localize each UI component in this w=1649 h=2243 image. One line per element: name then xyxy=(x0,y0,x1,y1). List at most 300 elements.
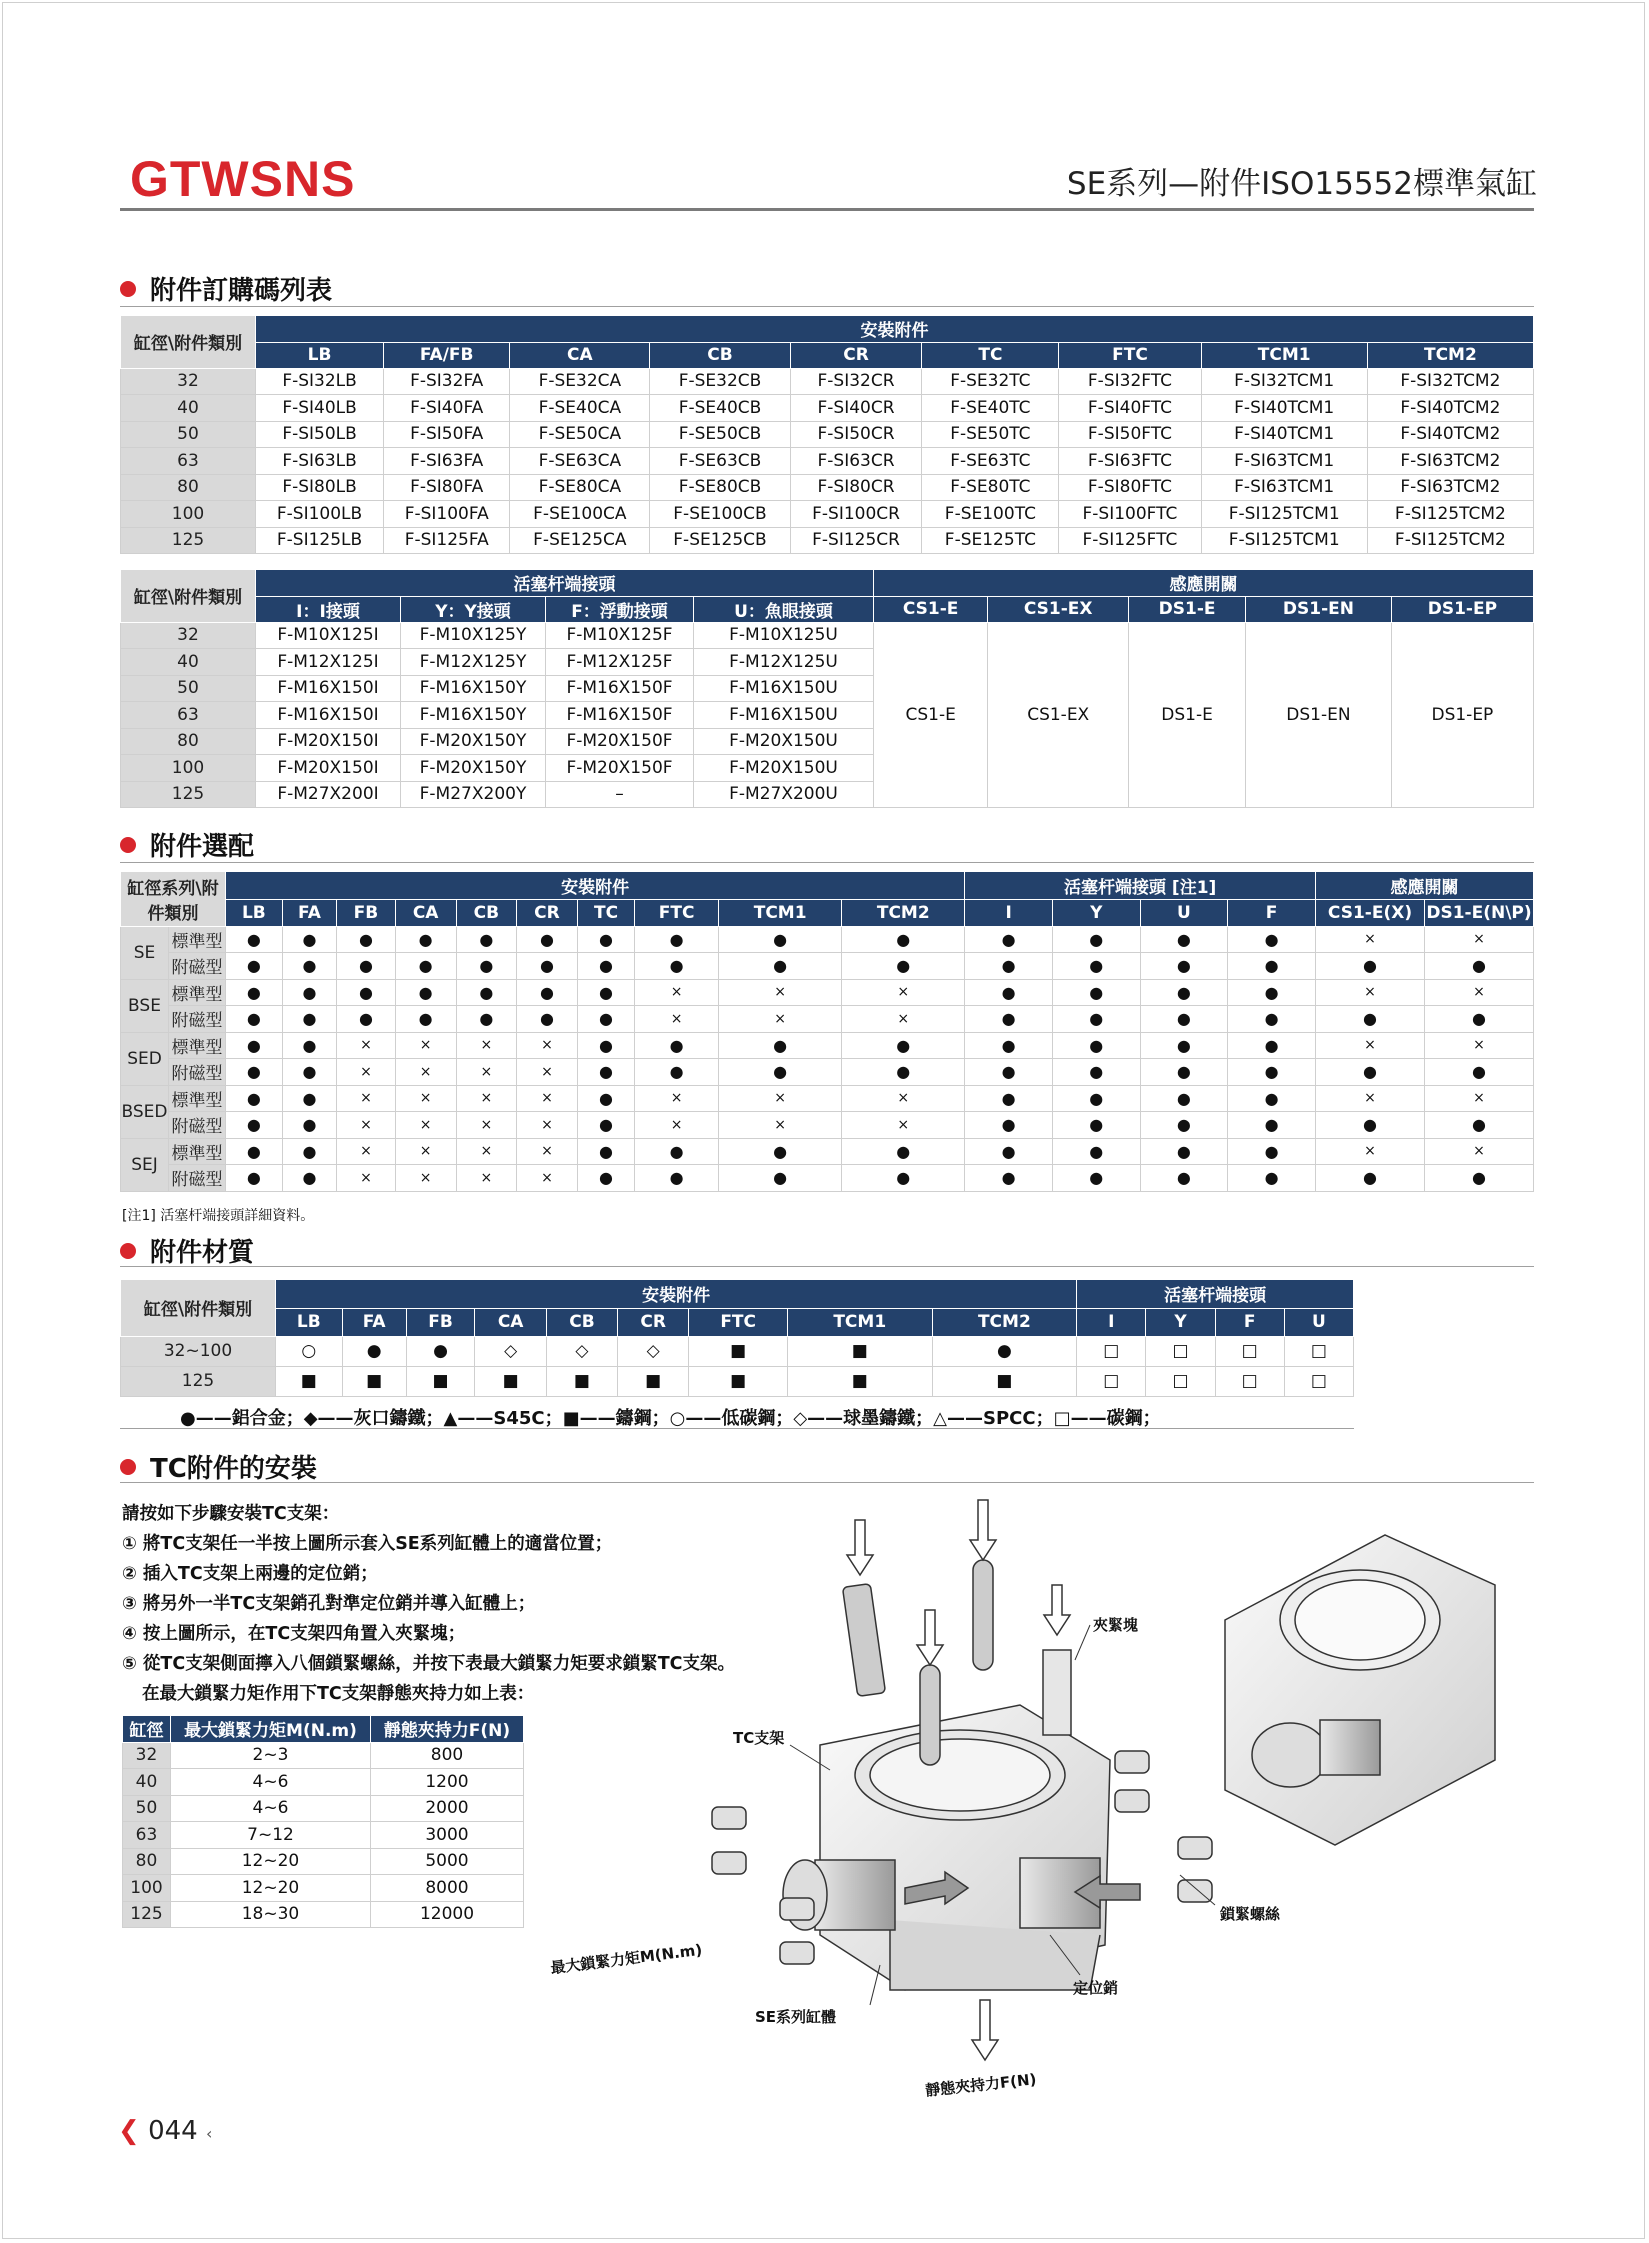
type-cell: 標準型 xyxy=(169,926,226,953)
tc-step-5: ⑤ 從TC支架側面擰入八個鎖緊螺絲，并按下表最大鎖緊力矩要求鎖緊TC支架。 xyxy=(122,1654,735,1674)
bore-cell: 50 xyxy=(121,675,256,702)
label-static-force: 靜態夾持力F(N) xyxy=(924,2070,1038,2100)
part-code-cell: F-SI32TCM2 xyxy=(1367,368,1533,395)
part-code-cell: – xyxy=(546,781,694,808)
available-mark: ● xyxy=(1228,1112,1316,1139)
table-group-header: 活塞杆端接頭 xyxy=(256,570,874,596)
part-code-cell: F-M20X150Y xyxy=(401,755,546,782)
part-code-cell: F-SI100CR xyxy=(790,501,922,528)
tc-step-2: ② 插入TC支架上兩邊的定位銷； xyxy=(122,1564,378,1584)
available-mark: ● xyxy=(395,926,456,953)
bore-cell: 125 xyxy=(121,781,256,808)
part-code-cell: F-SI40TCM2 xyxy=(1367,421,1533,448)
part-code-cell: F-SI63FA xyxy=(384,448,510,475)
bore-cell: 63 xyxy=(121,448,256,475)
bore-cell: 40 xyxy=(121,649,256,676)
material-symbol-cell: □ xyxy=(1077,1366,1146,1396)
part-code-cell: F-M12X125U xyxy=(694,649,874,676)
material-symbol-cell: ○ xyxy=(276,1336,343,1366)
available-mark: ● xyxy=(282,1085,336,1112)
available-mark: ● xyxy=(1228,1006,1316,1033)
material-symbol-cell: ◇ xyxy=(617,1336,688,1366)
part-code-cell: F-SE50TC xyxy=(922,421,1059,448)
available-mark: ● xyxy=(719,1138,842,1165)
column-header: TC xyxy=(922,342,1059,368)
column-header: TC xyxy=(577,899,634,926)
part-code-cell: F-SI63TCM1 xyxy=(1201,448,1367,475)
part-code-cell: F-SE32TC xyxy=(922,368,1059,395)
column-header: 缸徑 xyxy=(123,1716,171,1742)
column-header: TCM2 xyxy=(1367,342,1533,368)
unavailable-mark: × xyxy=(517,1085,578,1112)
part-code-cell: F-SI80FTC xyxy=(1059,474,1201,501)
part-code-cell: F-M16X150F xyxy=(546,702,694,729)
available-mark: ● xyxy=(1228,1032,1316,1059)
material-symbol-cell: □ xyxy=(1215,1366,1284,1396)
section-order-title: 附件訂購碼列表 xyxy=(150,276,333,306)
part-code-cell: F-SI63LB xyxy=(256,448,384,475)
available-mark: ● xyxy=(1052,1165,1140,1192)
material-symbol-cell: □ xyxy=(1215,1336,1284,1366)
available-mark: ● xyxy=(965,1059,1053,1086)
available-mark: ● xyxy=(337,953,396,980)
unavailable-mark: × xyxy=(635,979,719,1006)
column-header: CR xyxy=(617,1308,688,1336)
part-code-cell: F-SE125CB xyxy=(650,527,790,554)
available-mark: ● xyxy=(1140,1006,1228,1033)
column-header: CR xyxy=(517,899,578,926)
unavailable-mark: × xyxy=(1316,926,1425,953)
unavailable-mark: × xyxy=(337,1085,396,1112)
table-group-header: 安裝附件 xyxy=(276,1280,1077,1308)
bore-cell: 40 xyxy=(123,1769,171,1796)
available-mark: ● xyxy=(456,926,516,953)
part-code-cell: F-SI80CR xyxy=(790,474,922,501)
part-code-cell: F-SI50CR xyxy=(790,421,922,448)
material-symbol-cell: ◇ xyxy=(546,1336,617,1366)
clamp-piece xyxy=(842,1584,885,1697)
available-mark: ● xyxy=(226,953,283,980)
material-symbol-cell: ■ xyxy=(932,1366,1077,1396)
available-mark: ● xyxy=(282,1059,336,1086)
right-arrow-icon: ‹ xyxy=(205,2124,213,2143)
material-symbol-cell: ◇ xyxy=(475,1336,547,1366)
unavailable-mark: × xyxy=(456,1059,516,1086)
available-mark: ● xyxy=(226,1112,283,1139)
available-mark: ● xyxy=(226,1059,283,1086)
unavailable-mark: × xyxy=(635,1112,719,1139)
available-mark: ● xyxy=(337,979,396,1006)
part-code-cell: F-SE125TC xyxy=(922,527,1059,554)
unavailable-mark: × xyxy=(456,1165,516,1192)
table-corner: 缸徑系列\附件類別 xyxy=(121,872,226,926)
available-mark: ● xyxy=(577,1006,634,1033)
part-code-cell: F-SI63TCM2 xyxy=(1367,448,1533,475)
table-footnote: [注1] 活塞杆端接頭詳細資料。 xyxy=(122,1208,315,1224)
part-code-cell: F-SE100TC xyxy=(922,501,1059,528)
available-mark: ● xyxy=(1140,1112,1228,1139)
available-mark: ● xyxy=(1316,953,1425,980)
part-code-cell: F-M12X125I xyxy=(256,649,401,676)
tc-step-4: ④ 按上圖所示，在TC支架四角置入夾緊塊； xyxy=(122,1624,466,1644)
column-header: I xyxy=(1077,1308,1146,1336)
part-code-cell: F-SE80TC xyxy=(922,474,1059,501)
value-cell: 5000 xyxy=(371,1848,524,1875)
locating-pin xyxy=(920,1665,940,1765)
tc-step-note: 在最大鎖緊力矩作用下TC支架靜態夾持力如上表： xyxy=(142,1684,535,1704)
material-symbol-cell: ■ xyxy=(342,1366,406,1396)
label-max-torque: 最大鎖緊力矩M(N.m) xyxy=(549,1940,704,1978)
page-title: SE系列—附件ISO15552標準氣缸 xyxy=(1066,166,1537,202)
bore-cell: 100 xyxy=(123,1875,171,1902)
available-mark: ● xyxy=(1425,1165,1534,1192)
part-code-cell: F-M27X200U xyxy=(694,781,874,808)
column-header: CA xyxy=(475,1308,547,1336)
available-mark: ● xyxy=(1052,1032,1140,1059)
table-corner: 缸徑\附件類別 xyxy=(121,570,256,622)
unavailable-mark: × xyxy=(395,1085,456,1112)
value-cell: 800 xyxy=(371,1742,524,1769)
available-mark: ● xyxy=(517,953,578,980)
unavailable-mark: × xyxy=(517,1059,578,1086)
unavailable-mark: × xyxy=(456,1112,516,1139)
unavailable-mark: × xyxy=(395,1032,456,1059)
available-mark: ● xyxy=(1052,979,1140,1006)
type-cell: 附磁型 xyxy=(169,953,226,980)
part-code-cell: F-SI63CR xyxy=(790,448,922,475)
value-cell: 3000 xyxy=(371,1822,524,1849)
part-code-cell: F-SI125LB xyxy=(256,527,384,554)
bore-cell: 32 xyxy=(121,368,256,395)
unavailable-mark: × xyxy=(517,1032,578,1059)
available-mark: ● xyxy=(842,1165,965,1192)
material-symbol-cell: ● xyxy=(342,1336,406,1366)
column-header: TCM1 xyxy=(719,899,842,926)
column-header: CA xyxy=(395,899,456,926)
value-cell: 7~12 xyxy=(171,1822,371,1849)
available-mark: ● xyxy=(456,1006,516,1033)
column-header: DS1-E(N\P) xyxy=(1425,899,1534,926)
available-mark: ● xyxy=(965,953,1053,980)
part-code-cell: F-SI40TCM1 xyxy=(1201,395,1367,422)
part-code-cell: F-SE40CB xyxy=(650,395,790,422)
part-code-cell: F-M12X125F xyxy=(546,649,694,676)
column-header: F xyxy=(1228,899,1316,926)
column-header: LB xyxy=(256,342,384,368)
bore-cell: 50 xyxy=(121,421,256,448)
part-code-cell: F-M16X150U xyxy=(694,675,874,702)
value-cell: 12000 xyxy=(371,1901,524,1928)
part-code-cell: F-M20X150F xyxy=(546,728,694,755)
bore-cell: 125 xyxy=(121,527,256,554)
available-mark: ● xyxy=(577,1059,634,1086)
available-mark: ● xyxy=(1228,926,1316,953)
available-mark: ● xyxy=(1316,1165,1425,1192)
unavailable-mark: × xyxy=(1425,979,1534,1006)
material-symbol-cell: ■ xyxy=(617,1366,688,1396)
unavailable-mark: × xyxy=(1316,1085,1425,1112)
available-mark: ● xyxy=(517,1006,578,1033)
available-mark: ● xyxy=(1425,953,1534,980)
available-mark: ● xyxy=(965,1006,1053,1033)
available-mark: ● xyxy=(282,979,336,1006)
available-mark: ● xyxy=(842,1138,965,1165)
column-header: CS1-E xyxy=(874,596,988,622)
bore-cell: 63 xyxy=(123,1822,171,1849)
available-mark: ● xyxy=(965,1112,1053,1139)
table-group-header: 活塞杆端接頭 xyxy=(1077,1280,1354,1308)
available-mark: ● xyxy=(965,1165,1053,1192)
available-mark: ● xyxy=(1140,1059,1228,1086)
value-cell: 8000 xyxy=(371,1875,524,1902)
part-code-cell: F-SE63TC xyxy=(922,448,1059,475)
available-mark: ● xyxy=(842,926,965,953)
unavailable-mark: × xyxy=(395,1165,456,1192)
unavailable-mark: × xyxy=(517,1138,578,1165)
available-mark: ● xyxy=(577,953,634,980)
available-mark: ● xyxy=(1316,1059,1425,1086)
part-code-cell: F-SE125CA xyxy=(510,527,650,554)
column-header: U xyxy=(1284,1308,1353,1336)
part-code-cell: F-SE80CA xyxy=(510,474,650,501)
column-header: CB xyxy=(546,1308,617,1336)
available-mark: ● xyxy=(965,926,1053,953)
material-symbol-cell: ● xyxy=(406,1336,475,1366)
part-code-cell: F-M20X150Y xyxy=(401,728,546,755)
unavailable-mark: × xyxy=(395,1138,456,1165)
table-group-header: 安裝附件 xyxy=(256,316,1534,342)
part-code-cell: F-SI32CR xyxy=(790,368,922,395)
column-header: LB xyxy=(226,899,283,926)
available-mark: ● xyxy=(226,1165,283,1192)
available-mark: ● xyxy=(965,1032,1053,1059)
unavailable-mark: × xyxy=(517,1112,578,1139)
part-code-cell: F-SI50FTC xyxy=(1059,421,1201,448)
available-mark: ● xyxy=(1228,1165,1316,1192)
part-code-cell: F-SE32CB xyxy=(650,368,790,395)
value-cell: 12~20 xyxy=(171,1848,371,1875)
material-symbol-cell: ■ xyxy=(475,1366,547,1396)
available-mark: ● xyxy=(1228,1085,1316,1112)
part-code-cell: F-SI100LB xyxy=(256,501,384,528)
available-mark: ● xyxy=(635,1032,719,1059)
switch-code-cell: CS1-E xyxy=(874,622,988,808)
available-mark: ● xyxy=(395,979,456,1006)
page-number xyxy=(118,2116,212,2146)
unavailable-mark: × xyxy=(635,1085,719,1112)
unavailable-mark: × xyxy=(719,1112,842,1139)
column-header: Y：Y接頭 xyxy=(401,596,546,622)
part-code-cell: F-SE80CB xyxy=(650,474,790,501)
column-header: TCM1 xyxy=(787,1308,932,1336)
page-number-text: 044 xyxy=(148,2116,198,2146)
available-mark: ● xyxy=(282,1165,336,1192)
column-header: Y xyxy=(1146,1308,1215,1336)
part-code-cell: F-M16X150Y xyxy=(401,702,546,729)
column-header: DS1-EN xyxy=(1246,596,1392,622)
label-cylinder-body: SE系列缸體 xyxy=(755,2008,837,2026)
type-cell: 標準型 xyxy=(169,979,226,1006)
part-code-cell: F-SI40TCM1 xyxy=(1201,421,1367,448)
part-code-cell: F-M16X150U xyxy=(694,702,874,729)
available-mark: ● xyxy=(226,1085,283,1112)
available-mark: ● xyxy=(1052,1085,1140,1112)
available-mark: ● xyxy=(282,1032,336,1059)
table-corner: 缸徑\附件類別 xyxy=(121,316,256,368)
type-cell: 標準型 xyxy=(169,1032,226,1059)
unavailable-mark: × xyxy=(719,1006,842,1033)
part-code-cell: F-SI125TCM2 xyxy=(1367,501,1533,528)
column-header: TCM2 xyxy=(932,1308,1077,1336)
material-symbol-cell: ● xyxy=(932,1336,1077,1366)
part-code-cell: F-M10X125U xyxy=(694,622,874,649)
part-code-cell: F-M27X200I xyxy=(256,781,401,808)
available-mark: ● xyxy=(1052,953,1140,980)
series-cell: SED xyxy=(121,1032,169,1085)
column-header: FB xyxy=(406,1308,475,1336)
unavailable-mark: × xyxy=(1316,1032,1425,1059)
bore-cell: 32 xyxy=(123,1742,171,1769)
series-cell: SE xyxy=(121,926,169,979)
column-header: I：I接頭 xyxy=(256,596,401,622)
part-code-cell: F-M16X150I xyxy=(256,702,401,729)
part-code-cell: F-SI63TCM1 xyxy=(1201,474,1367,501)
value-cell: 2~3 xyxy=(171,1742,371,1769)
available-mark: ● xyxy=(517,979,578,1006)
unavailable-mark: × xyxy=(719,979,842,1006)
series-cell: SEJ xyxy=(121,1138,169,1191)
column-header: FTC xyxy=(1059,342,1201,368)
part-code-cell: F-M20X150F xyxy=(546,755,694,782)
clamp-block-part xyxy=(1043,1650,1071,1735)
available-mark: ● xyxy=(1140,1138,1228,1165)
section-select-title: 附件選配 xyxy=(150,832,255,862)
column-header: CB xyxy=(650,342,790,368)
available-mark: ● xyxy=(1140,1085,1228,1112)
column-header: TCM2 xyxy=(842,899,965,926)
part-code-cell: F-SE63CB xyxy=(650,448,790,475)
available-mark: ● xyxy=(282,1112,336,1139)
series-cell: BSED xyxy=(121,1085,169,1138)
part-code-cell: F-M20X150U xyxy=(694,755,874,782)
available-mark: ● xyxy=(226,1032,283,1059)
available-mark: ● xyxy=(1140,1032,1228,1059)
unavailable-mark: × xyxy=(1425,1085,1534,1112)
part-code-cell: F-SE63CA xyxy=(510,448,650,475)
material-legend: ●——鋁合金；◆——灰口鑄鐵；▲——S45C；■——鑄鋼；○——低碳鋼；◇——球墨鑄鐵；△——SPCC；□——碳鋼； xyxy=(180,1408,1161,1429)
column-header: Y xyxy=(1052,899,1140,926)
unavailable-mark: × xyxy=(337,1138,396,1165)
column-header: I xyxy=(965,899,1053,926)
column-header: CS1-E(X) xyxy=(1316,899,1425,926)
table-group-header: 安裝附件 xyxy=(226,872,965,899)
material-symbol-cell: □ xyxy=(1284,1366,1353,1396)
part-code-cell: F-SI50FA xyxy=(384,421,510,448)
unavailable-mark: × xyxy=(337,1165,396,1192)
available-mark: ● xyxy=(1228,953,1316,980)
part-code-cell: F-SE50CB xyxy=(650,421,790,448)
table-group-header: 感應開關 xyxy=(1316,872,1534,899)
column-header: 靜態夾持力F(N) xyxy=(371,1716,524,1742)
unavailable-mark: × xyxy=(337,1112,396,1139)
available-mark: ● xyxy=(965,1138,1053,1165)
part-code-cell: F-SI32LB xyxy=(256,368,384,395)
part-code-cell: F-SE100CB xyxy=(650,501,790,528)
available-mark: ● xyxy=(282,953,336,980)
part-code-cell: F-SI40CR xyxy=(790,395,922,422)
column-header: FA xyxy=(282,899,336,926)
table-group-header: 活塞杆端接頭 [注1] xyxy=(965,872,1316,899)
label-lock-screw: 鎖緊螺絲 xyxy=(1220,1905,1281,1923)
unavailable-mark: × xyxy=(1425,926,1534,953)
part-code-cell: F-M10X125F xyxy=(546,622,694,649)
column-header: FA/FB xyxy=(384,342,510,368)
label-locating-pin: 定位銷 xyxy=(1073,1979,1119,1997)
column-header: LB xyxy=(276,1308,343,1336)
column-header: CS1-EX xyxy=(988,596,1129,622)
available-mark: ● xyxy=(1140,979,1228,1006)
available-mark: ● xyxy=(1228,1138,1316,1165)
unavailable-mark: × xyxy=(456,1085,516,1112)
bore-cell: 32 xyxy=(121,622,256,649)
part-code-cell: F-SI125TCM2 xyxy=(1367,527,1533,554)
tc-step-3: ③ 將另外一半TC支架銷孔對準定位銷并導入缸體上； xyxy=(122,1594,536,1614)
material-symbol-cell: □ xyxy=(1146,1336,1215,1366)
unavailable-mark: × xyxy=(395,1112,456,1139)
column-header: U xyxy=(1140,899,1228,926)
unavailable-mark: × xyxy=(337,1032,396,1059)
available-mark: ● xyxy=(577,1165,634,1192)
available-mark: ● xyxy=(719,926,842,953)
left-arrow-icon: ❮ xyxy=(118,2116,140,2146)
material-symbol-cell: □ xyxy=(1284,1336,1353,1366)
available-mark: ● xyxy=(577,979,634,1006)
bore-cell: 80 xyxy=(121,728,256,755)
part-code-cell: F-SE32CA xyxy=(510,368,650,395)
column-header: FTC xyxy=(689,1308,788,1336)
part-code-cell: F-SI80LB xyxy=(256,474,384,501)
tc-step-intro: 請按如下步驟安裝TC支架： xyxy=(122,1504,340,1524)
part-code-cell: F-SI100FA xyxy=(384,501,510,528)
part-code-cell: F-M12X125Y xyxy=(401,649,546,676)
switch-code-cell: DS1-EN xyxy=(1246,622,1392,808)
available-mark: ● xyxy=(1052,1006,1140,1033)
unavailable-mark: × xyxy=(842,979,965,1006)
available-mark: ● xyxy=(577,1138,634,1165)
available-mark: ● xyxy=(517,926,578,953)
available-mark: ● xyxy=(337,926,396,953)
table-corner: 缸徑\附件類別 xyxy=(121,1280,276,1336)
column-header: 最大鎖緊力矩M(N.m) xyxy=(171,1716,371,1742)
unavailable-mark: × xyxy=(719,1085,842,1112)
column-header: F xyxy=(1215,1308,1284,1336)
part-code-cell: F-SI63TCM2 xyxy=(1367,474,1533,501)
available-mark: ● xyxy=(965,1085,1053,1112)
available-mark: ● xyxy=(842,953,965,980)
available-mark: ● xyxy=(842,1059,965,1086)
available-mark: ● xyxy=(577,1112,634,1139)
available-mark: ● xyxy=(282,1006,336,1033)
column-header: U：魚眼接頭 xyxy=(694,596,874,622)
part-code-cell: F-M16X150F xyxy=(546,675,694,702)
part-code-cell: F-SI125FTC xyxy=(1059,527,1201,554)
available-mark: ● xyxy=(226,979,283,1006)
label-tc-bracket: TC支架 xyxy=(733,1729,785,1747)
part-code-cell: F-M10X125Y xyxy=(401,622,546,649)
available-mark: ● xyxy=(337,1006,396,1033)
available-mark: ● xyxy=(1425,1112,1534,1139)
available-mark: ● xyxy=(635,953,719,980)
